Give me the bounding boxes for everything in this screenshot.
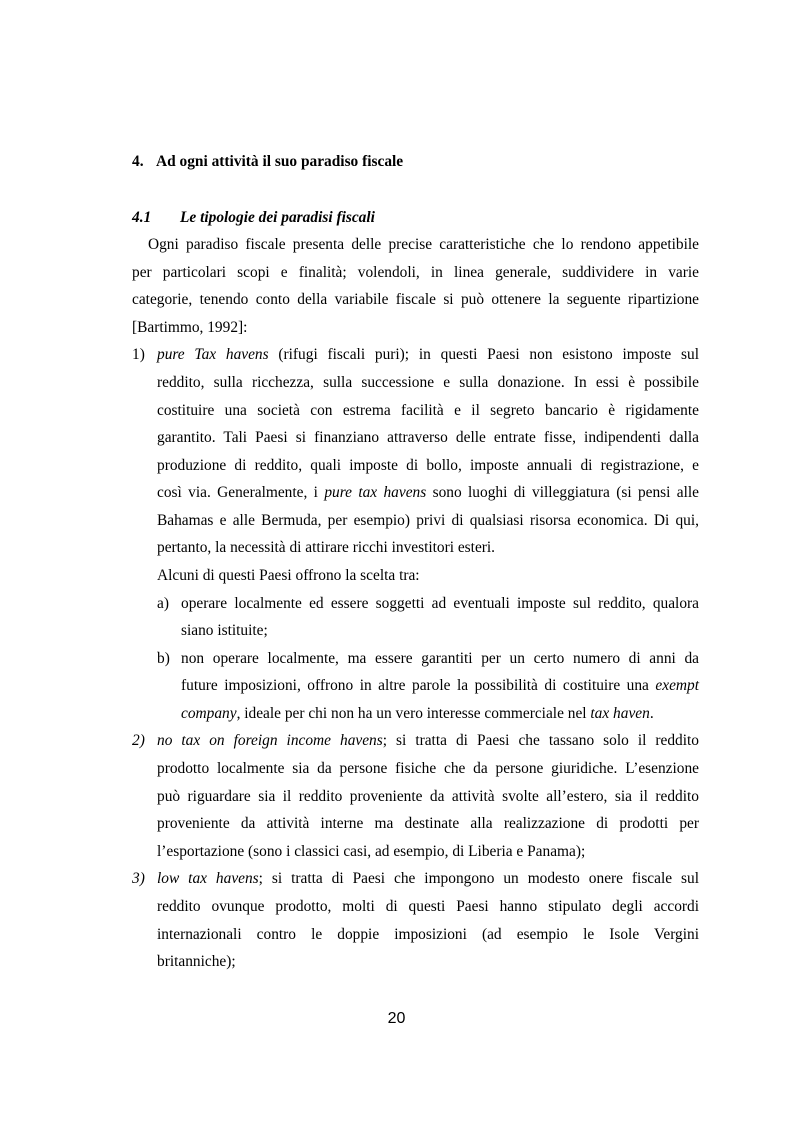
intro-line-2: per particolari scopi e finalità; volendoli, in linea generale, suddividere in varie bbox=[132, 264, 699, 281]
list-item-1-line-3: costituire una società con estrema facilità e il segreto bancario è rigidamente bbox=[157, 402, 699, 419]
section-title: Le tipologie dei paradisi fiscali bbox=[180, 209, 375, 226]
list-item-3-marker: 3) bbox=[132, 870, 145, 887]
list-item-1-line-8: pertanto, la necessità di attirare ricchi investitori esteri. bbox=[157, 539, 496, 556]
list-item-3-line-2: reddito ovunque prodotto, molti di questi Paesi hanno stipulato degli accordi bbox=[157, 898, 699, 915]
list-item-1-term: pure Tax havens bbox=[157, 346, 269, 363]
list-item-3-line-4: britanniche); bbox=[157, 953, 236, 970]
intro-line-4: [Bartimmo, 1992]: bbox=[132, 319, 248, 336]
list-item-2-line-3: può riguardare sia il reddito proveniente da attività svolte all’estero, sia il reddito bbox=[157, 788, 699, 805]
list-item-1-line-5: produzione di reddito, quali imposte di bollo, imposte annuali di registrazione, e bbox=[157, 457, 699, 474]
list-item-2-marker: 2) bbox=[132, 732, 145, 749]
list-item-1-line-2: reddito, sulla ricchezza, sulla successione e sulla donazione. In essi è possibile bbox=[157, 374, 699, 391]
chapter-title: Ad ogni attività il suo paradiso fiscale bbox=[156, 153, 404, 170]
list-item-1-marker: 1) bbox=[132, 346, 145, 363]
sub-item-a-line-2: siano istituite; bbox=[181, 622, 268, 639]
sub-item-b-line-1: b) non operare localmente, ma essere garantiti per un certo numero di anni da bbox=[157, 650, 699, 667]
list-item-2-line-1: 2) no tax on foreign income havens; si tratta di Paesi che tassano solo il reddito bbox=[132, 732, 699, 749]
intro-line-3: categorie, tenendo conto della variabile fiscale si può ottenere la seguente ripartizione bbox=[132, 291, 699, 308]
sub-item-a-line-1: a) operare localmente ed essere soggetti ad eventuali imposte sul reddito, qualora bbox=[157, 595, 699, 612]
sub-item-b-term: exempt bbox=[655, 677, 699, 694]
list-item-2-line-5: l’esportazione (sono i classici casi, ad esempio, di Liberia e Panama); bbox=[157, 843, 586, 860]
chapter-number: 4. bbox=[132, 153, 144, 170]
sub-item-b-marker: b) bbox=[157, 650, 170, 667]
list-item-1-term-2: pure tax havens bbox=[324, 484, 427, 501]
section-heading bbox=[132, 208, 699, 228]
intro-line-1: Ogni paradiso fiscale presenta delle precise caratteristiche che lo rendono appetibile bbox=[148, 236, 699, 253]
sub-item-b-line-2: future imposizioni, offrono in altre parole la possibilità di costituire una exempt bbox=[181, 677, 699, 694]
list-item-1-line-1: 1) pure Tax havens (rifugi fiscali puri); in questi Paesi non esistono imposte sul bbox=[132, 346, 700, 363]
list-item-3-term: low tax havens bbox=[157, 870, 259, 887]
list-item-2-line-4: proveniente da attività interne ma destinate alla realizzazione di prodotti per bbox=[157, 815, 699, 832]
list-item-1-line-4: garantito. Tali Paesi si finanziano attraverso delle entrate fisse, indipendenti dalla bbox=[157, 429, 699, 446]
list-item-1-line-6: così via. Generalmente, i pure tax havens sono luoghi di villeggiatura (si pensi alle bbox=[157, 484, 700, 501]
sub-item-a-marker: a) bbox=[157, 595, 169, 612]
page-number: 20 bbox=[387, 1010, 406, 1027]
section-number: 4.1 bbox=[132, 209, 152, 226]
list-item-3-line-1: 3) low tax havens; si tratta di Paesi che impongono un modesto onere fiscale sul bbox=[132, 870, 699, 887]
sub-item-b-line-3: company, ideale per chi non ha un vero interesse commerciale nel tax haven. bbox=[181, 705, 654, 722]
list-item-2-term: no tax on foreign income havens bbox=[157, 732, 383, 749]
list-item-3-line-3: internazionali contro le doppie imposizioni (ad esempio le Isole Vergini bbox=[157, 926, 699, 943]
list-item-1-line-9: Alcuni di questi Paesi offrono la scelta tra: bbox=[157, 567, 420, 584]
list-item-1-line-7: Bahamas e alle Bermuda, per esempio) privi di qualsiasi risorsa economica. Di qui, bbox=[157, 512, 699, 529]
list-item-2-line-2: prodotto localmente sia da persone fisiche che da persone giuridiche. L’esenzione bbox=[157, 760, 699, 777]
chapter-heading bbox=[132, 152, 699, 172]
